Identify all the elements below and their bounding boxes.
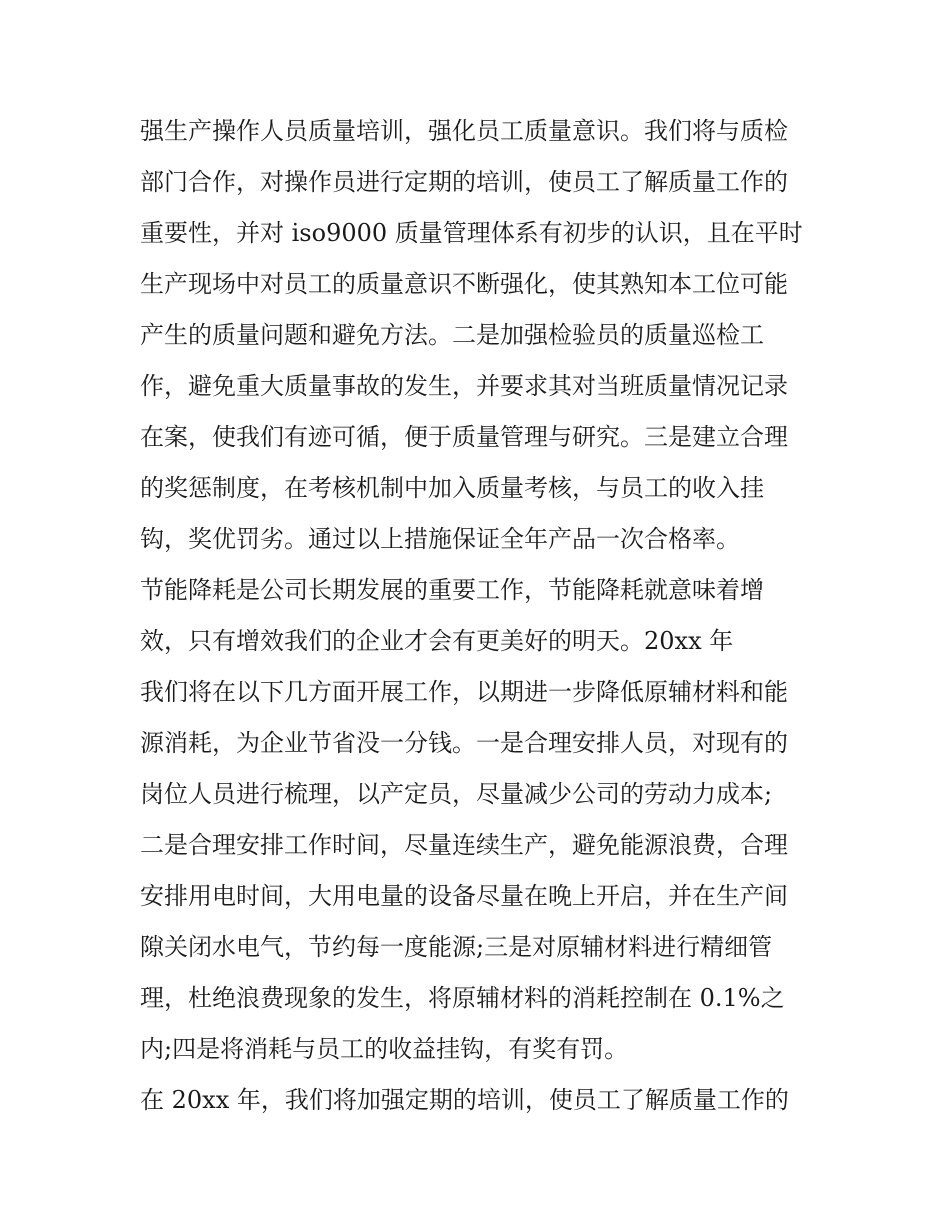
text-line: 内;四是将消耗与员工的收益挂钩，有奖有罚。 [140, 1035, 629, 1063]
text-line: 的奖惩制度，在考核机制中加入质量考核，与员工的收入挂 [140, 474, 764, 502]
text-line: 我们将在以下几方面开展工作，以期进一步降低原辅材料和能 [140, 678, 788, 706]
text-line: 在 20xx 年，我们将加强定期的培训，使员工了解质量工作的 [140, 1086, 789, 1114]
text-line: 产生的质量问题和避免方法。二是加强检验员的质量巡检工 [140, 321, 764, 349]
text-line: 作，避免重大质量事故的发生，并要求其对当班质量情况记录 [140, 372, 788, 400]
text-line: 源消耗，为企业节省没一分钱。一是合理安排人员，对现有的 [140, 729, 788, 757]
text-line: 效，只有增效我们的企业才会有更美好的明天。20xx 年 [140, 627, 734, 655]
text-line: 重要性，并对 iso9000 质量管理体系有初步的认识，且在平时 [140, 219, 803, 247]
text-line: 安排用电时间，大用电量的设备尽量在晚上开启，并在生产间 [140, 882, 788, 910]
text-line: 在案，使我们有迹可循，便于质量管理与研究。三是建立合理 [140, 423, 788, 451]
text-line: 理，杜绝浪费现象的发生，将原辅材料的消耗控制在 0.1%之 [140, 984, 785, 1012]
text-line: 钩，奖优罚劣。通过以上措施保证全年产品一次合格率。 [140, 525, 740, 553]
text-line: 二是合理安排工作时间，尽量连续生产，避免能源浪费，合理 [140, 831, 788, 859]
text-line: 生产现场中对员工的质量意识不断强化，使其熟知本工位可能 [140, 270, 788, 298]
text-line: 岗位人员进行梳理，以产定员，尽量减少公司的劳动力成本; [140, 780, 773, 808]
text-line: 隙关闭水电气，节约每一度能源;三是对原辅材料进行精细管 [140, 933, 773, 961]
body-text [140, 106, 820, 1126]
text-line: 节能降耗是公司长期发展的重要工作，节能降耗就意味着增 [140, 576, 764, 604]
text-line: 强生产操作人员质量培训，强化员工质量意识。我们将与质检 [140, 117, 788, 145]
text-line: 部门合作，对操作员进行定期的培训，使员工了解质量工作的 [140, 168, 788, 196]
